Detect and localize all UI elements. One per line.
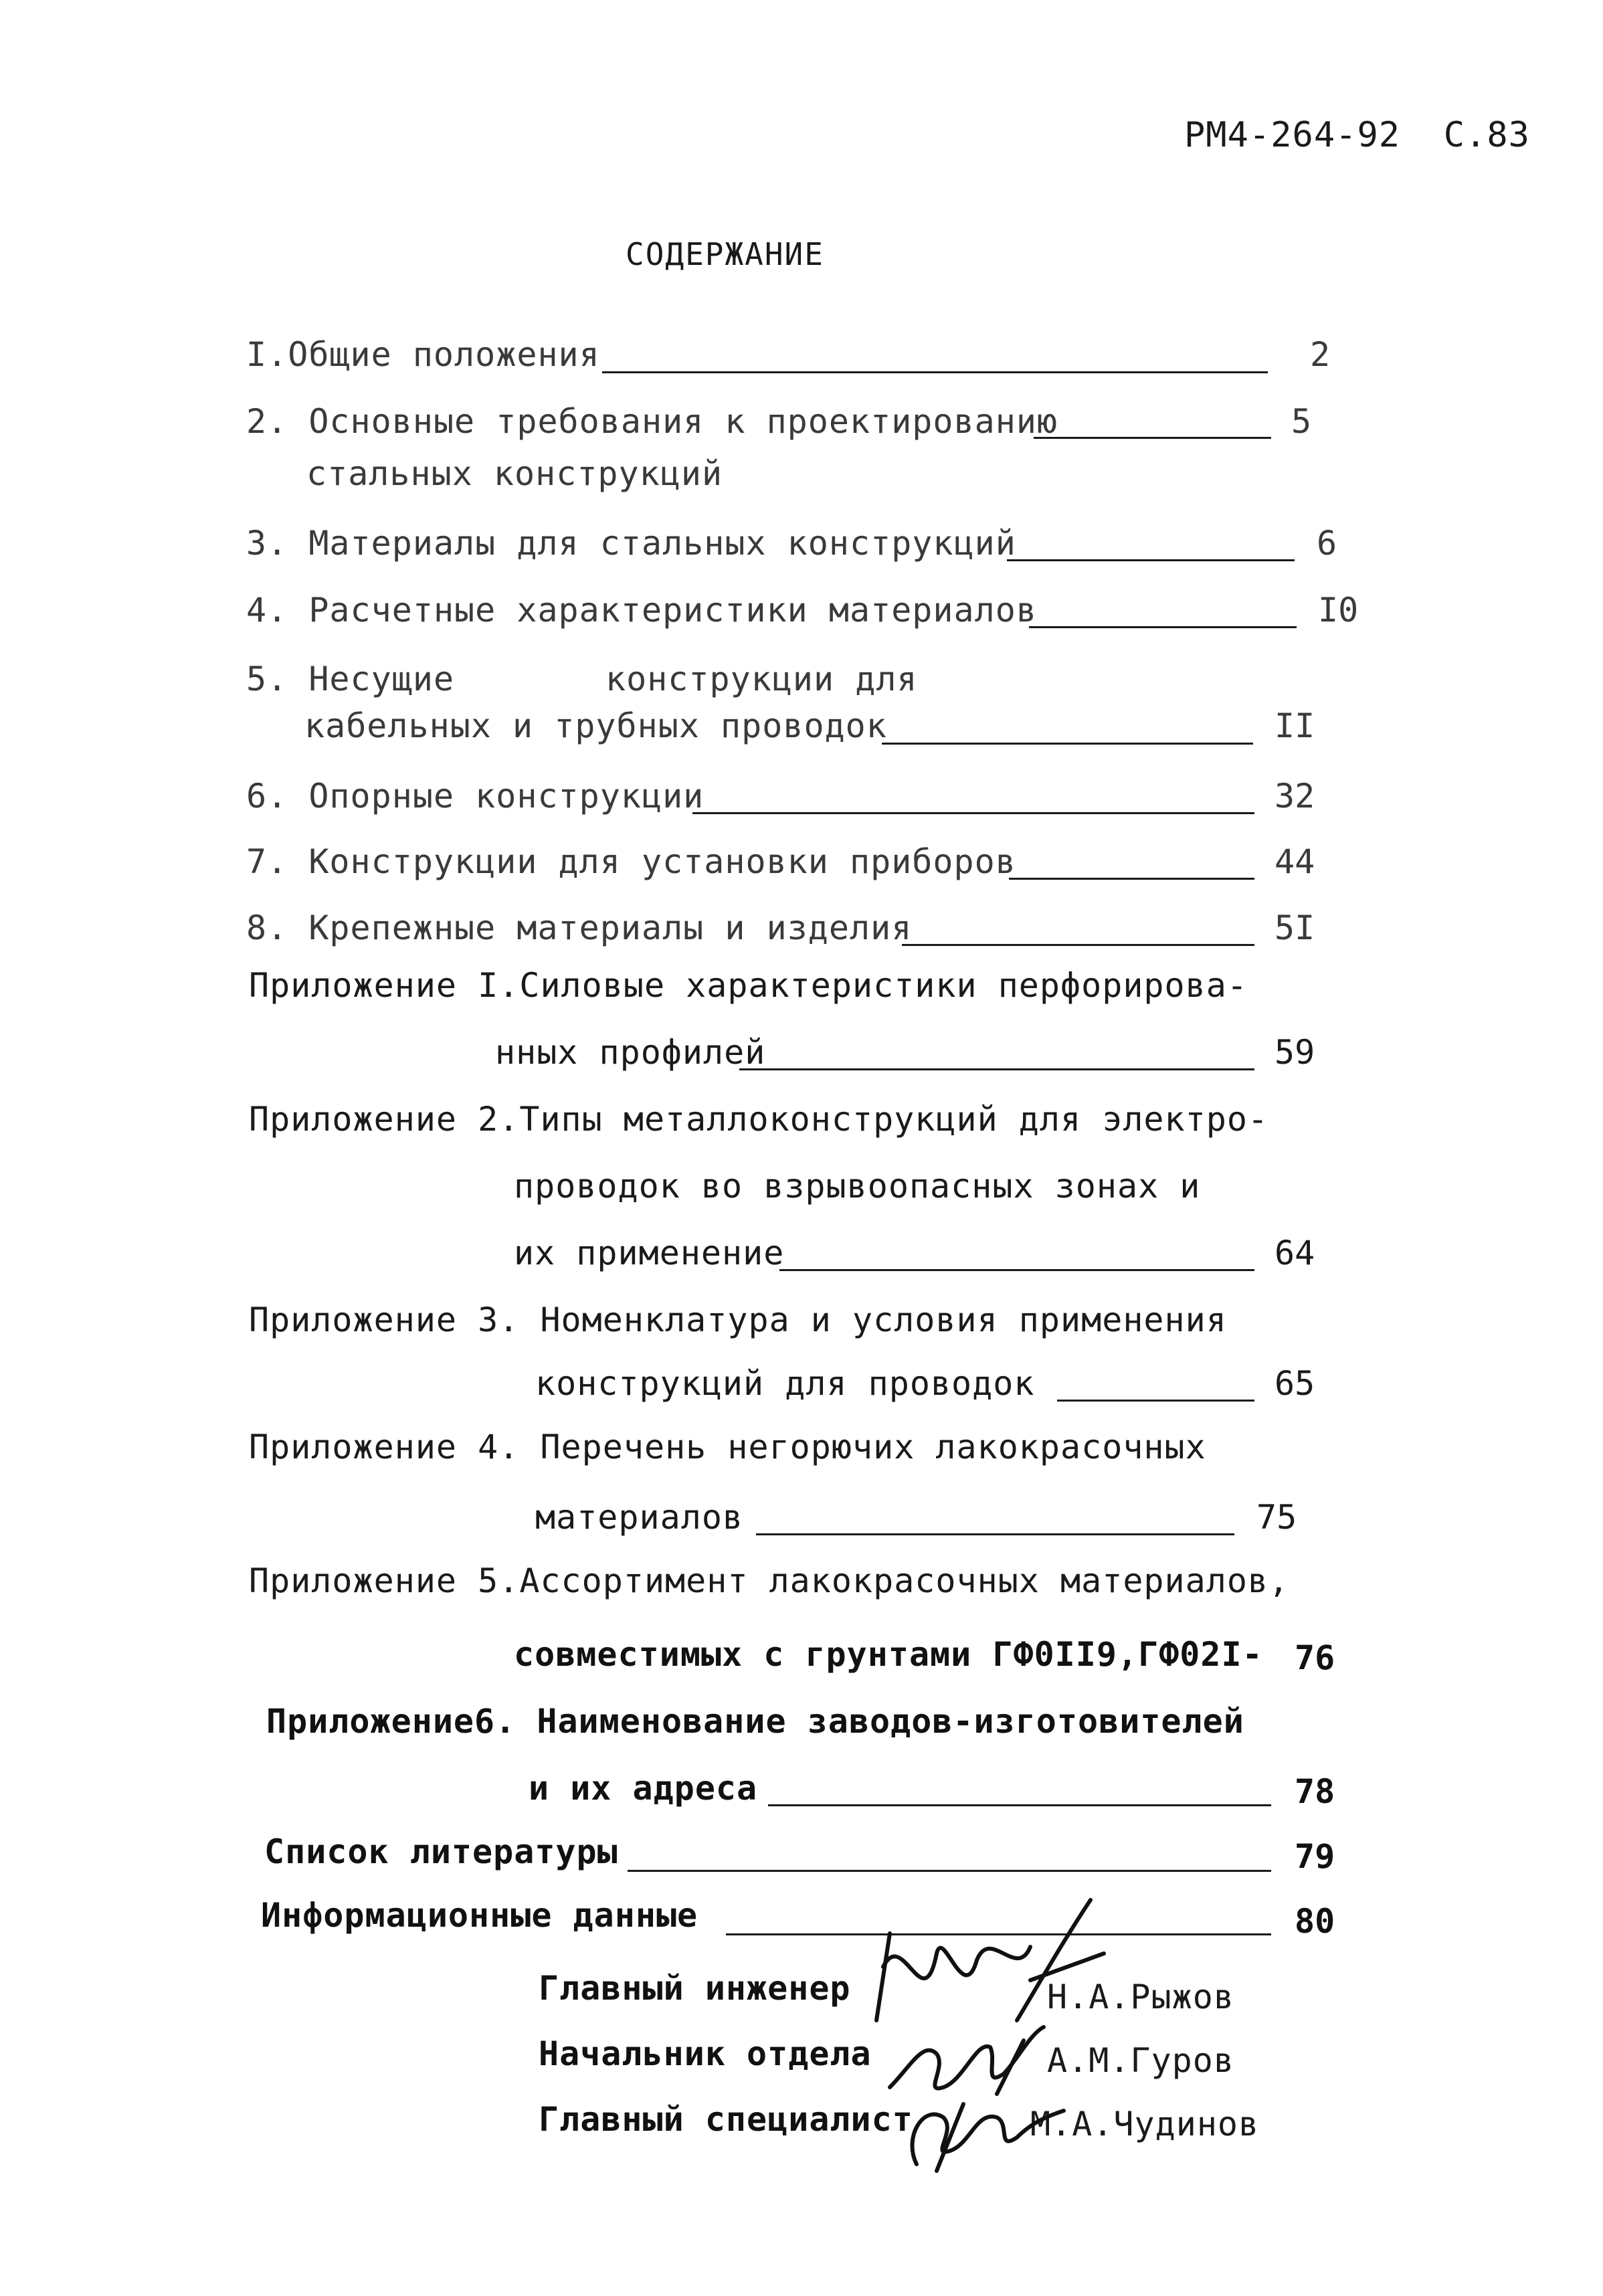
appendix-5: Приложение 5.Ассортимент лакокрасочных материалов, [249,1561,1290,1600]
toc-item-7: 7. Конструкции для установки приборов [246,842,1016,881]
appendix-4-line2: материалов [535,1498,744,1537]
page-title: СОДЕРЖАНИЕ [626,236,824,272]
leader-line [1029,626,1297,628]
leader-line [1034,437,1271,439]
document-code: РМ4-264-92 С.83 [1184,115,1530,155]
appendix-3-line2: конструкций для проводок [535,1364,1035,1403]
toc-page-7: 44 [1275,842,1315,881]
bibliography-label: Список литературы [264,1832,618,1871]
appendix-4: Приложение 4. Перечень негорючих лакокрасочных [249,1428,1206,1466]
toc-item-2-line2: стальных конструкций [306,454,723,493]
info-data-page: 80 [1295,1902,1335,1941]
appendix-3: Приложение 3. Номенклатура и условия применения [249,1301,1227,1339]
appendix-5-line2: совместимых с грунтами ГФ0II9,ГФ02I- [514,1635,1263,1674]
appendix-6-line2: и их адреса [529,1769,758,1808]
leader-line [692,812,1254,814]
leader-line [768,1804,1271,1806]
leader-line [1009,878,1254,880]
signatory-role-3: Главный специалист [539,2100,913,2139]
appendix-1: Приложение I.Силовые характеристики перфорирова- [249,966,1248,1005]
toc-page-6: 32 [1275,777,1315,816]
appendix-page-5: 76 [1295,1638,1335,1677]
toc-item-3: 3. Материалы для стальных конструкций [246,524,1016,563]
toc-page-1: 2 [1310,335,1331,374]
leader-line [628,1870,1271,1872]
toc-page-5: II [1275,706,1315,745]
appendix-page-2: 64 [1275,1234,1315,1272]
signature-scribble-3 [897,2077,1070,2178]
appendix-2-line3: их применение [514,1234,785,1272]
toc-item-6: 6. Опорные конструкции [246,777,704,816]
toc-item-5-part2: конструкции для [605,660,918,698]
appendix-2-line2: проводок во взрывоопасных зонах и [514,1167,1201,1206]
appendix-page-6: 78 [1295,1772,1335,1811]
toc-page-4: I0 [1318,591,1359,630]
leader-line [902,944,1254,946]
leader-line [739,1068,1254,1070]
leader-line [1057,1400,1254,1402]
bibliography-page: 79 [1295,1837,1335,1876]
signatory-role-1: Главный инженер [539,1969,851,2008]
toc-item-5-line2: кабельных и трубных проводок [304,706,887,745]
toc-item-2: 2. Основные требования к проектированию [246,402,1058,441]
leader-line [779,1269,1254,1271]
signatory-role-2: Начальник отдела [539,2034,872,2073]
signatory-name-3: М.А.Чудинов [1030,2105,1260,2143]
appendix-page-3: 65 [1275,1364,1315,1403]
leader-line [602,371,1268,373]
appendix-2: Приложение 2.Типы металлоконструкций для электро- [249,1100,1269,1139]
leader-line [1007,559,1295,561]
toc-page-3: 6 [1317,524,1337,563]
toc-item-8: 8. Крепежные материалы и изделия [246,908,913,947]
signatory-name-1: Н.А.Рыжов [1047,1978,1234,2016]
info-data-label: Информационные данные [261,1896,698,1935]
signatory-name-2: А.М.Гуров [1047,2041,1234,2080]
appendix-page-4: 75 [1256,1498,1297,1537]
toc-page-2: 5 [1291,402,1312,441]
leader-line [756,1533,1234,1535]
appendix-6: Приложение6. Наименование заводов-изготовителей [266,1702,1244,1741]
toc-item-1: I.Общие положения [246,335,600,374]
toc-item-4: 4. Расчетные характеристики материалов [246,591,1037,630]
appendix-1-line2: нных профилей [495,1033,766,1072]
leader-line [882,743,1253,745]
toc-item-5: 5. Несущие [246,660,455,698]
toc-page-8: 5I [1275,908,1315,947]
appendix-page-1: 59 [1275,1033,1315,1072]
